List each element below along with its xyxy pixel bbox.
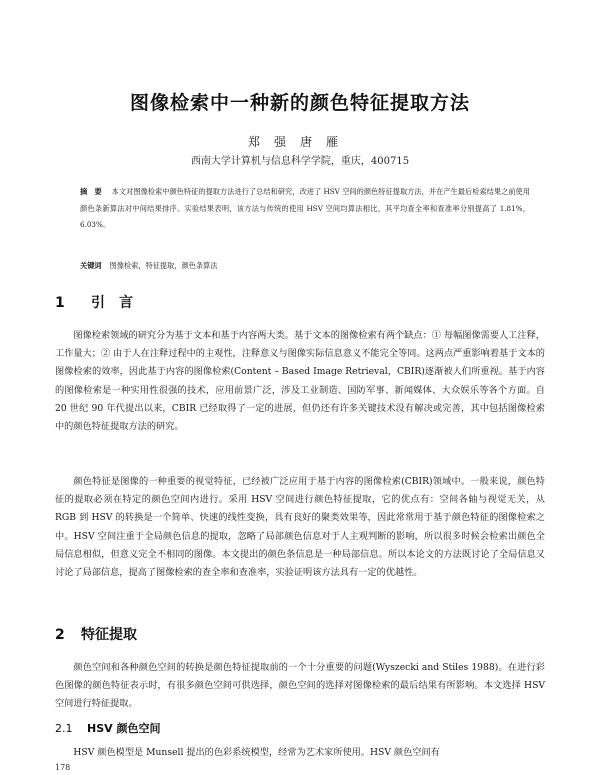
abstract xyxy=(80,184,530,234)
section-2-paragraph: 颜色空间和各种颜色空间的转换是颜色特征提取前的一个十分重要的问题(Wyszecki and Stiles 1988)。在进行彩色图像的颜色特征表示时，有很多颜色空间可供选择，颜色空间的选择对图像检索的最后结果有所影响。本文选择 HSV 空间进行特征提取。 xyxy=(55,662,545,710)
page-number: 178 xyxy=(55,763,71,772)
section-2-title: 特征提取 xyxy=(81,627,137,643)
subsection-2-1-heading xyxy=(55,720,160,736)
section-2-heading xyxy=(55,624,137,644)
subsection-2-1-title: HSV 颜色空间 xyxy=(87,722,161,735)
keywords-text: 图像检索，特征提取，颜色条算法 xyxy=(109,261,218,270)
paper-title: 图像检索中一种新的颜色特征提取方法 xyxy=(129,92,470,114)
subsection-2-1-number: 2.1 xyxy=(55,722,73,735)
subsection-2-1-paragraph: HSV 颜色模型是 Munsell 提出的色彩系统模型，经常为艺术家所使用。HSV 颜色空间有 xyxy=(73,747,440,758)
section-1-number: 1 xyxy=(55,295,65,311)
keywords-label: 关键词 xyxy=(80,261,102,270)
paper-affiliation: 西南大学计算机与信息科学学院，重庆，400715 xyxy=(190,156,410,167)
section-1-title: 引 言 xyxy=(91,295,133,311)
abstract-label: 摘 要 xyxy=(80,187,102,196)
section-2-number: 2 xyxy=(55,627,65,643)
paper-authors: 郑强唐雁 xyxy=(247,135,352,149)
abstract-text: 本文对图像检索中颜色特征的提取方法进行了总结和研究，改进了 HSV 空间的颜色特征提取方法，并在产生最后检索结果之前使用颜色条新算法对中间结果排序。实验结果表明，该方法与传统的使用 HSV 空间均算法相比，其平均查全率和查准率分别提高了 1.81%，6.03%。 xyxy=(80,187,530,230)
section-1-paragraph: 图像检索领域的研究分为基于文本和基于内容两大类。基于文本的图像检索有两个缺点：① 每幅图像需要人工注释，工作量大；② 由于人在注释过程中的主观性，注释意义与图像实际信息意义不能完全等同。这两点严重影响着基于文本的图像检索的效率，因此基于内容的图像检索(Content – Based Image Retrieval，CBIR)逐渐被人们所重视。基于内容的图像检索是一种实用性很强的技术，应用前景广泛，涉及工业制造、国防军事、新闻媒体、大众娱乐等各个方面。自 20 世纪 90 年代提出以来，CBIR 已经取得了一定的进展，但仍还有许多关键技术没有解决或完善，其中包括图像检索中的颜色特征提取方法的研究。 xyxy=(55,330,545,433)
section-1-paragraph: 颜色特征是图像的一种重要的视觉特征，已经被广泛应用于基于内容的图像检索(CBIR)领域中。一般来说，颜色特征的提取必须在特定的颜色空间内进行。采用 HSV 空间进行颜色特征提取，它的优点有：空间各轴与视觉无关，从 RGB 到 HSV 的转换是一个简单、快速的线性变换，具有良好的聚类效果等，因此常常用于基于颜色特征的图像检索之中。HSV 空间注重于全局颜色信息的提取，忽略了局部颜色信息对于人主观判断的影响，所以很多时候会检索出颜色全局信息相似，但意义完全不相同的图像。本文提出的颜色条信息是一种局部信息。所以本论文的方法既讨论了全局信息又讨论了局部信息，提高了图像检索的查全率和查准率，实验证明该方法具有一定的优越性。 xyxy=(55,476,545,579)
section-1-heading xyxy=(55,292,133,312)
keywords xyxy=(80,261,530,271)
